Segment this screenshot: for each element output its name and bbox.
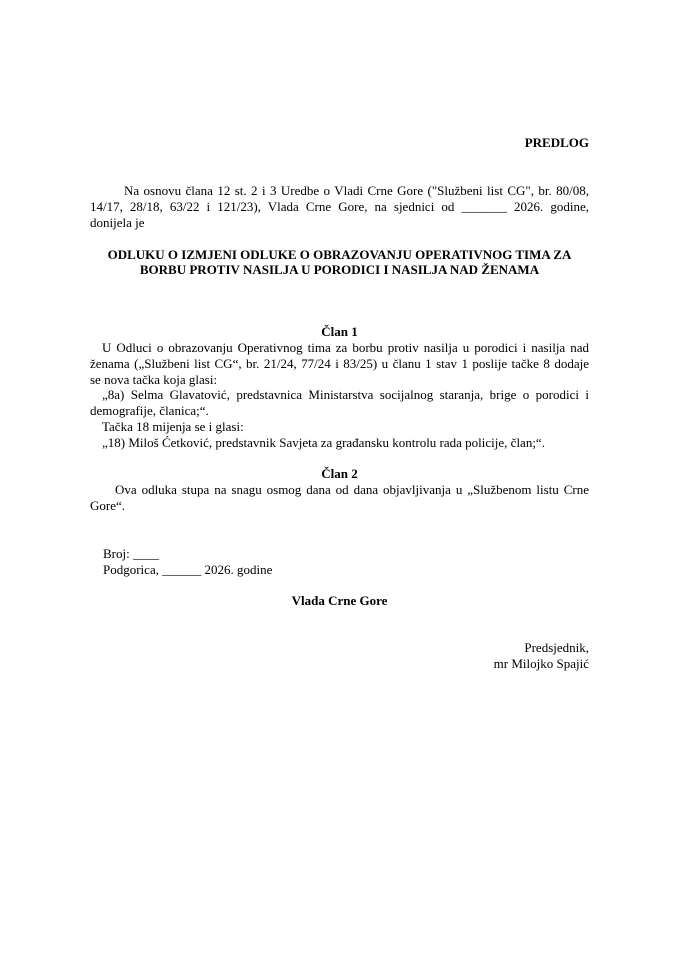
article-1-line-6: Tačka 18 mijenja se i glasi:: [102, 419, 244, 434]
article-1-line-2: ženama („Službeni list CG“, br. 21/24, 77/24 i 83/25) u članu 1 stav 1 poslije tačke 8 dodaje: [90, 356, 589, 371]
article-1-line-3: se nova tačka koja glasi:: [90, 372, 218, 387]
article-1-line-4: „8a) Selma Glavatović, predstavnica Ministarstva socijalnog staranja, brige o porodici i: [102, 387, 589, 402]
article-2-line-2: Gore“.: [90, 498, 126, 513]
government-signature-title: Vlada Crne Gore: [291, 593, 388, 608]
place-and-date: Podgorica, ______ 2026. godine: [103, 562, 273, 577]
article-1-heading: Član 1: [321, 324, 358, 339]
document-number: Broj: ____: [103, 546, 159, 561]
preamble-line-2: 14/17, 28/18, 63/22 i 121/23), Vlada Crne Gore, na sjednici od _______ 2026. godine,: [90, 199, 589, 214]
decision-title-line-1: ODLUKU O IZMJENI ODLUKE O OBRAZOVANJU OPERATIVNOG TIMA ZA: [107, 247, 572, 262]
preamble-line-3: donijela je: [90, 215, 145, 230]
article-1-line-1: U Odluci o obrazovanju Operativnog tima za borbu protiv nasilja u porodici i nasilja nad: [102, 340, 589, 355]
decision-title-line-2: BORBU PROTIV NASILJA U PORODICI I NASILJA NAD ŽENAMA: [139, 262, 540, 277]
draft-label: PREDLOG: [524, 135, 589, 150]
preamble-line-1: Na osnovu člana 12 st. 2 i 3 Uredbe o Vladi Crne Gore ("Službeni list CG", br. 80/08,: [124, 183, 589, 198]
article-2-line-1: Ova odluka stupa na snagu osmog dana od dana objavljivanja u „Službenom listu Crne: [115, 482, 589, 497]
signatory-role: Predsjednik,: [524, 640, 589, 655]
article-1-line-5: demografije, članica;“.: [90, 403, 209, 418]
article-2-heading: Član 2: [321, 466, 358, 481]
signatory-name: mr Milojko Spajić: [493, 656, 589, 671]
article-1-line-7: „18) Miloš Ćetković, predstavnik Savjeta za građansku kontrolu rada policije, član;“.: [102, 435, 545, 450]
